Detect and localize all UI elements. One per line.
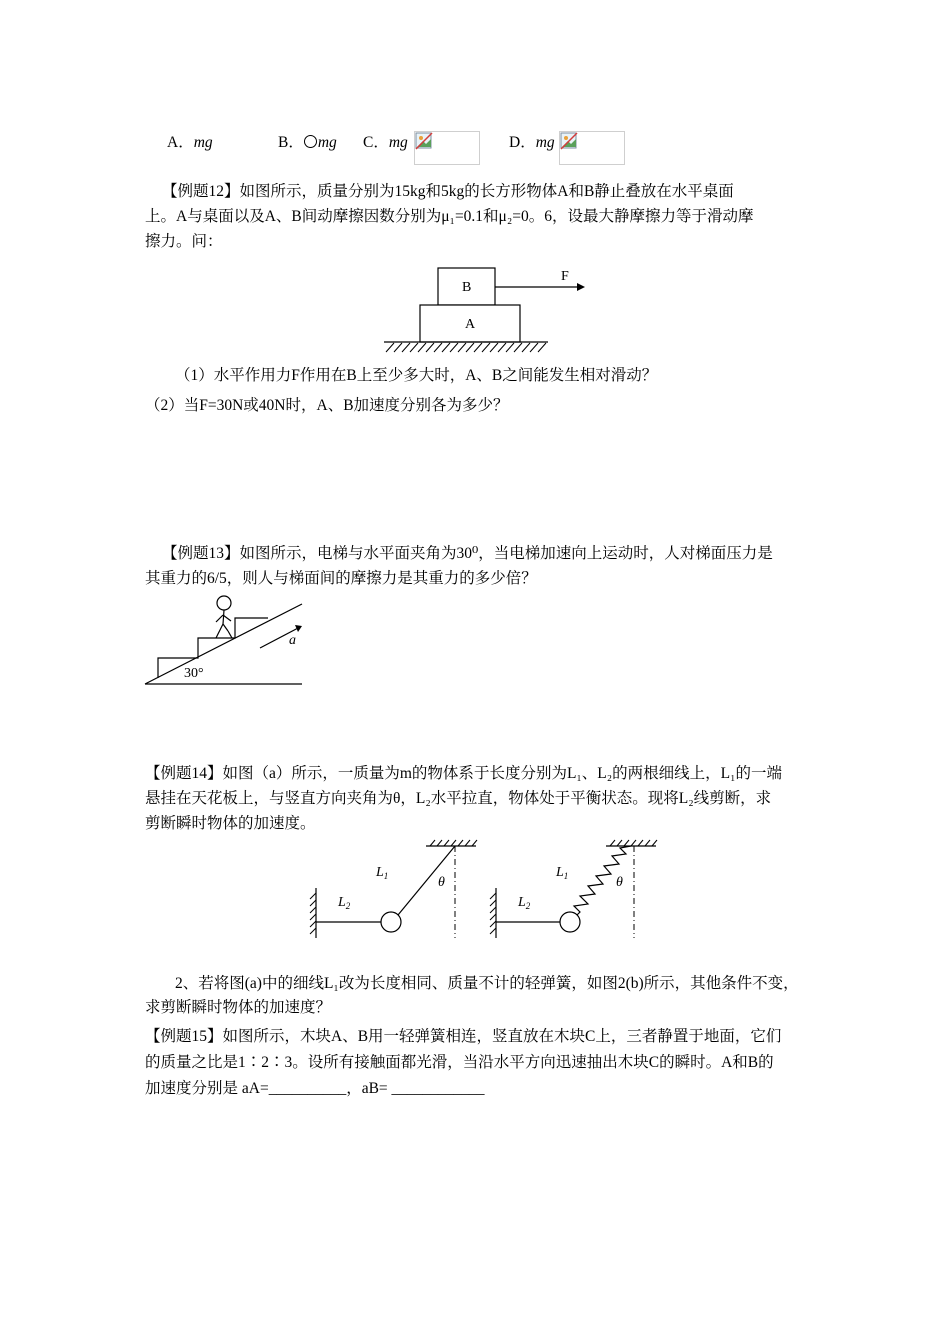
force-arrow-head — [577, 283, 585, 291]
option-c — [363, 133, 408, 153]
broken-image-d — [559, 131, 625, 165]
label-l1-a: $L_1$ — [376, 865, 389, 881]
option-d — [509, 133, 555, 153]
ex12-line2: 上。A与桌面以及A、B间动摩擦因数分别为μ₁=0.1和μ₂=0。6，设最大静摩擦力等于滑动摩 — [145, 208, 754, 225]
label-l2-a: $L_2$ — [338, 895, 351, 911]
broken-image-icon — [415, 132, 433, 150]
option-a-label: A． — [167, 134, 194, 151]
figure-a — [310, 840, 477, 938]
ex12-question1: （1）水平作用力F作用在B上至少多大时，A、B之间能发生相对滑动？ — [175, 367, 658, 384]
figure-b — [490, 840, 657, 938]
ex15-line2: 的质量之比是1∶2∶3。设所有接触面都光滑，当沿水平方向迅速抽出木块C的瞬时。A和B的 — [145, 1054, 774, 1071]
option-b — [278, 133, 337, 153]
ground-hatching — [386, 343, 546, 352]
pendulum-figures — [308, 838, 668, 946]
angle-label: 30° — [184, 666, 204, 681]
broken-image-c — [414, 131, 480, 165]
option-a-expr: mg — [193, 134, 213, 151]
ex13-line2: 其重力的6/5，则人与梯面间的摩擦力是其重力的多少倍？ — [145, 570, 537, 587]
option-a — [167, 133, 213, 153]
string-l1 — [398, 846, 455, 915]
acceleration-label: a — [289, 633, 296, 648]
ex12-line3: 擦力。问： — [145, 233, 223, 250]
option-c-label: C． — [363, 134, 389, 151]
ex12-line1: 【例题12】如图所示，质量分别为15kg和5kg的长方形物体A和B静止叠放在水平桌面 — [162, 183, 734, 200]
force-label: F — [561, 269, 569, 284]
option-c-expr: mg — [388, 134, 408, 151]
person-figure — [216, 596, 232, 638]
option-b-expr: mg — [317, 134, 337, 151]
ex15-line1: 【例题15】如图所示，木块A、B用一轻弹簧相连，竖直放在木块C上，三者静置于地面，它们 — [145, 1028, 782, 1045]
block-b-label: B — [462, 280, 472, 295]
ex15-line3: 加速度分别是 aA=__________，aB= ____________ — [145, 1080, 485, 1097]
option-b-symbol — [304, 135, 317, 148]
ex13-line1: 【例题13】如图所示，电梯与水平面夹角为30⁰，当电梯加速向上运动时，人对梯面压力是 — [162, 545, 773, 562]
label-theta-b: θ — [616, 875, 623, 890]
ex14-part2-line2: 求剪断瞬时物体的加速度？ — [145, 999, 332, 1016]
label-l2-b: $L_2$ — [518, 895, 531, 911]
option-d-label: D． — [509, 134, 536, 151]
label-theta-a: θ — [438, 875, 445, 890]
ex14-part2-line1: 2、若将图(a)中的细线L₁改为长度相同、质量不计的轻弹簧，如图2(b)所示，其他条件不变， — [175, 975, 799, 992]
broken-image-icon — [560, 132, 578, 150]
ex14-line1: 【例题14】如图（a）所示，一质量为m的物体系于长度分别为L₁、L₂的两根细线上，L₁的一端 — [145, 765, 783, 782]
ex12-question2: （2）当F=30N或40N时，A、B加速度分别各为多少？ — [145, 397, 509, 414]
block-a-label: A — [465, 317, 476, 332]
stacked-blocks-figure — [380, 262, 569, 356]
escalator-figure — [140, 594, 310, 690]
ex14-line2: 悬挂在天花板上，与竖直方向夹角为θ，L₂水平拉直，物体处于平衡状态。现将L₂线剪断，求 — [145, 790, 772, 807]
ex14-line3: 剪断瞬时物体的加速度。 — [145, 815, 316, 832]
option-d-expr: mg — [535, 134, 555, 151]
option-b-label: B． — [278, 134, 304, 151]
label-l1-b: $L_1$ — [556, 865, 569, 881]
